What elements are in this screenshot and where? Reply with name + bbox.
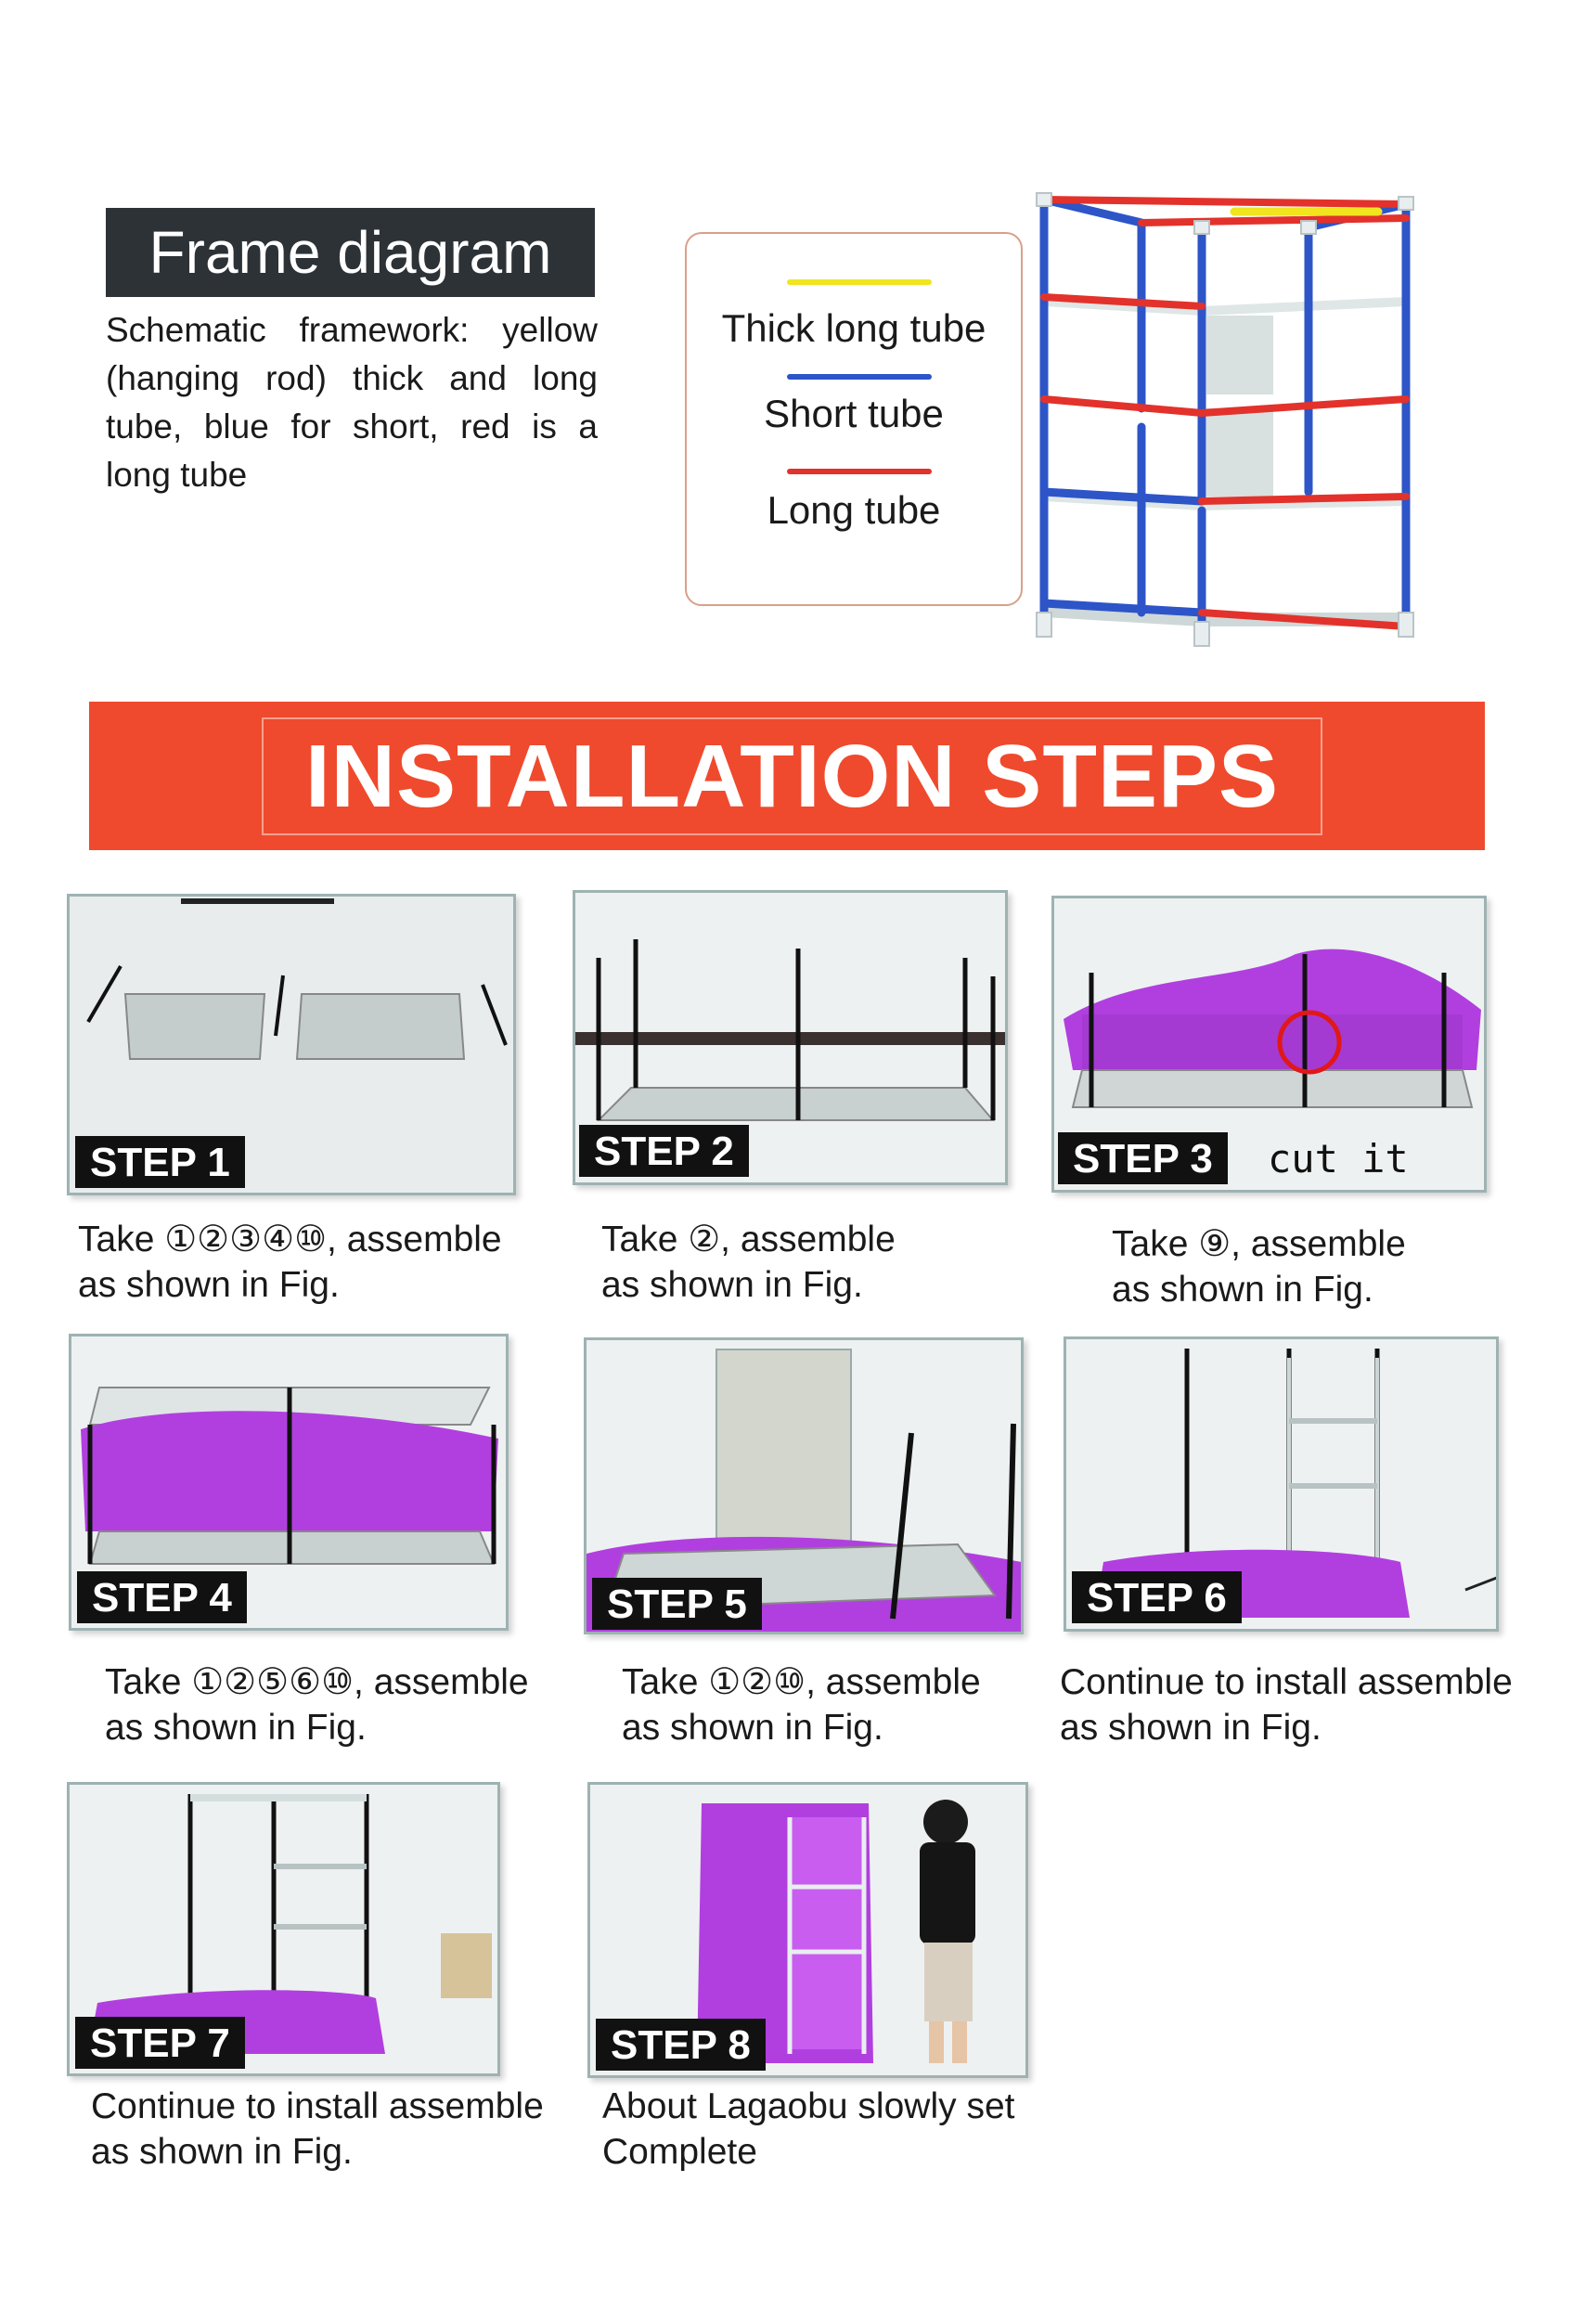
step-1-caption: Take ①②③④⑩, assemble as shown in Fig. [78, 1220, 502, 1305]
blue-line-swatch [787, 374, 932, 380]
step-5-caption: Take ①②⑩, assemble as shown in Fig. [622, 1662, 981, 1748]
step-6-photo [1064, 1336, 1499, 1632]
installation-steps-title: INSTALLATION STEPS [262, 717, 1322, 835]
legend-thick-long-tube: Thick long tube [721, 306, 986, 350]
step-1-badge: STEP 1 [75, 1136, 245, 1188]
step-4-badge: STEP 4 [77, 1571, 247, 1623]
legend-long-tube: Long tube [767, 488, 941, 532]
step-8-caption: About Lagaobu slowly set Complete [602, 2086, 1015, 2172]
yellow-line-swatch [787, 279, 932, 285]
step-5-photo [584, 1337, 1024, 1634]
step-8-badge: STEP 8 [596, 2019, 766, 2071]
step-2-badge: STEP 2 [579, 1125, 749, 1177]
step-8-photo [587, 1782, 1028, 2078]
step-3-caption: Take ⑨, assemble as shown in Fig. [1112, 1224, 1406, 1310]
step-6-caption: Continue to install assemble as shown in Fig. [1060, 1662, 1513, 1748]
step-2-photo [573, 890, 1008, 1185]
step-1-photo [67, 894, 516, 1195]
shelf-frame-illustration [1025, 176, 1434, 678]
step-7-badge: STEP 7 [75, 2017, 245, 2069]
step-4-caption: Take ①②⑤⑥⑩, assemble as shown in Fig. [105, 1662, 529, 1748]
step-4-photo [69, 1334, 509, 1631]
step-3-badge: STEP 3 [1058, 1132, 1228, 1184]
step-7-caption: Continue to install assemble as shown in Fig. [91, 2086, 544, 2172]
step-7-photo [67, 1782, 500, 2076]
cut-it-note: cut it [1268, 1136, 1409, 1181]
step-6-badge: STEP 6 [1072, 1571, 1242, 1623]
step-2-caption: Take ②, assemble as shown in Fig. [601, 1220, 896, 1305]
frame-description: Schematic framework: yellow (hanging rod) thick and long tube, blue for short, red is a long tube [106, 311, 598, 494]
tube-legend [685, 232, 1023, 606]
step-5-badge: STEP 5 [592, 1578, 762, 1630]
legend-short-tube: Short tube [764, 392, 944, 435]
step-3-photo [1051, 896, 1487, 1193]
frame-diagram-title: Frame diagram [106, 208, 595, 297]
red-line-swatch [787, 469, 932, 474]
